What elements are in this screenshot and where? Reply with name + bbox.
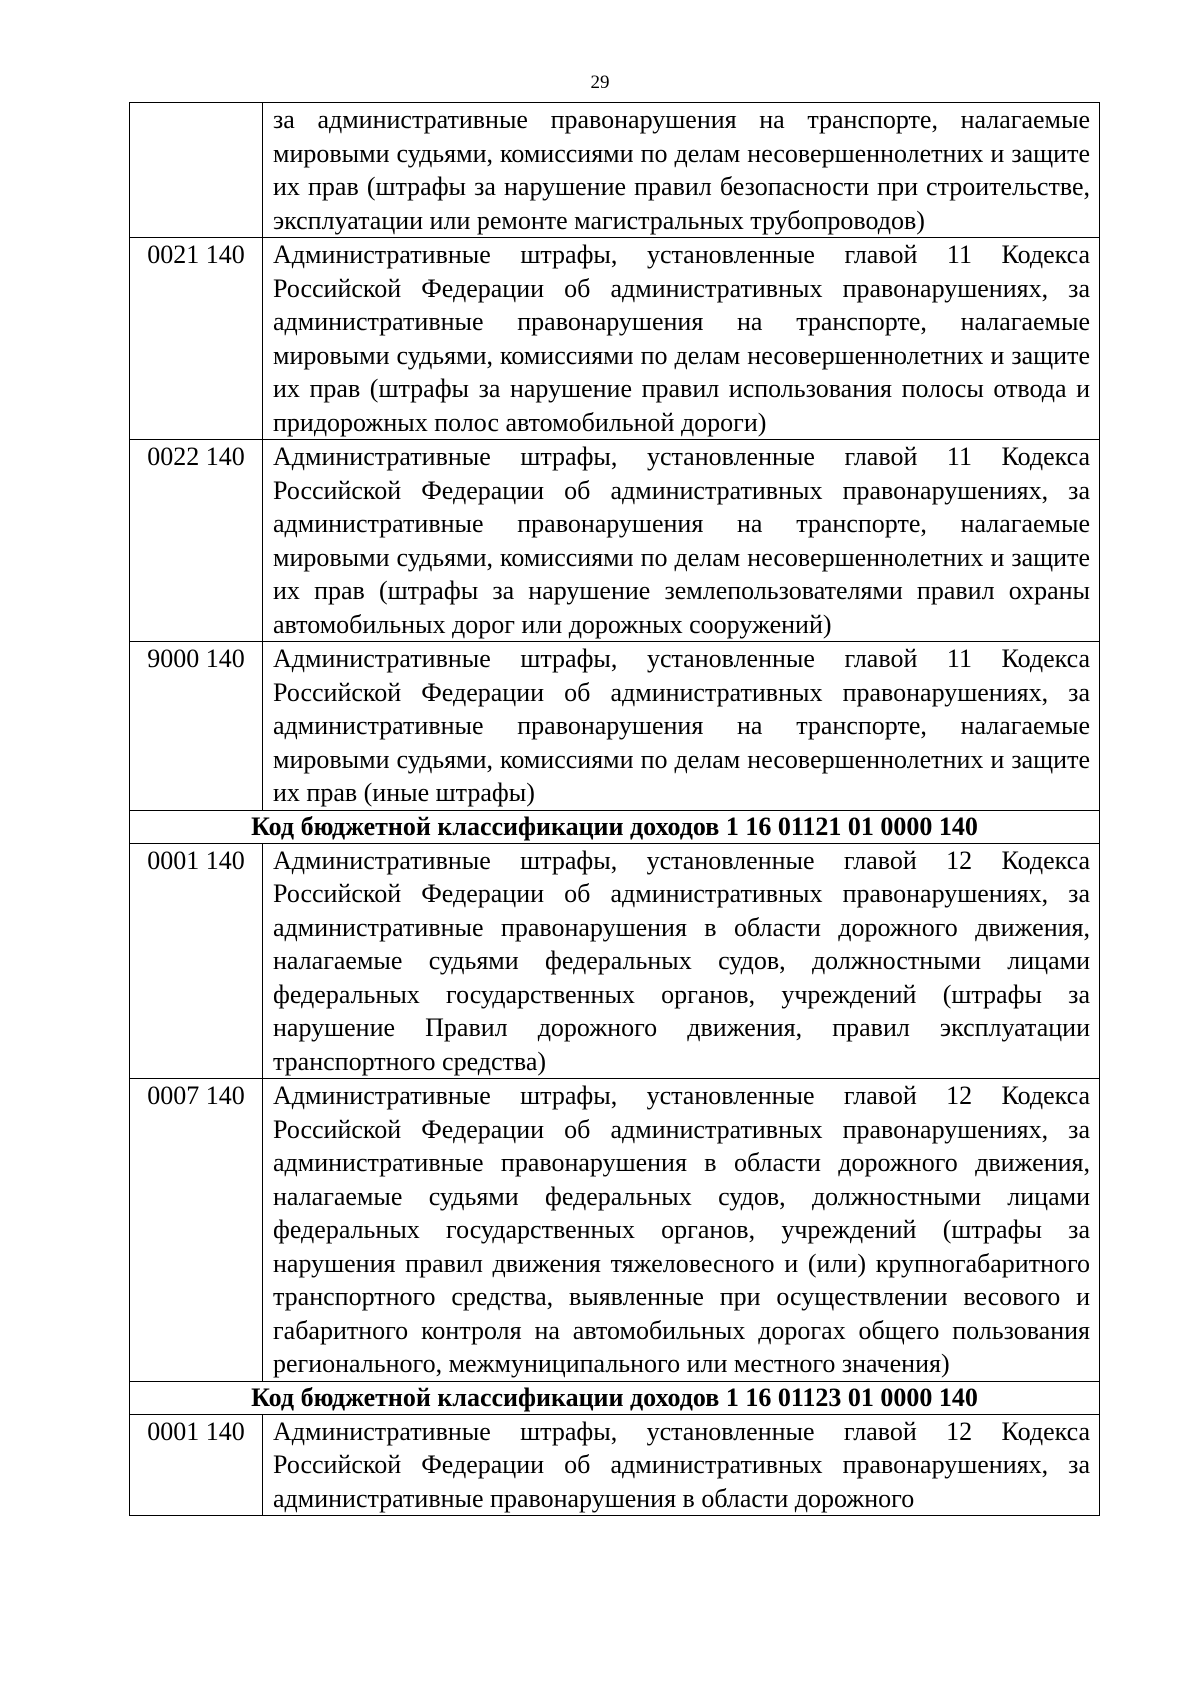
code-cell: 0001 140 <box>130 843 263 1079</box>
description-text: Административные штрафы, установленные главой 12 Кодекса Российской Федерации об административных правонарушениях, за административные правонарушения в области дорожного движения, налагаемые судьями федеральных судов, должностными лицами федеральных государственных органов, учреждений (штрафы за нарушение Правил дорожного движения, правил эксплуатации транспортного средства) <box>273 845 1090 1076</box>
code-cell: 0001 140 <box>130 1414 263 1516</box>
description-text: за административные правонарушения на транспорте, налагаемые мировыми судьями, комиссиями по делам несовершеннолетних и защите их прав (штрафы за нарушение правил безопасности при строительстве, эксплуатации или ремонте магистральных трубопроводов) <box>273 105 1090 235</box>
table-row <box>130 1414 1100 1516</box>
page-number: 29 <box>590 72 610 93</box>
code-cell: 9000 140 <box>130 642 263 811</box>
table-row <box>130 238 1100 440</box>
section-header-row <box>130 1381 1100 1414</box>
table-row <box>130 103 1100 238</box>
section-header: Код бюджетной классификации доходов 1 16 01123 01 0000 140 <box>130 1381 1100 1414</box>
code-cell <box>130 103 263 238</box>
section-header: Код бюджетной классификации доходов 1 16 01121 01 0000 140 <box>130 810 1100 843</box>
code-cell: 0007 140 <box>130 1079 263 1382</box>
description-cell <box>263 642 1100 811</box>
budget-classification-table <box>129 102 1100 1516</box>
table-row <box>130 642 1100 811</box>
description-cell <box>263 103 1100 238</box>
description-text: Административные штрафы, установленные главой 12 Кодекса Российской Федерации об административных правонарушениях, за административные правонарушения в области дорожного движения, налагаемые судьями федеральных судов, должностными лицами федеральных государственных органов, учреждений (штрафы за нарушения правил движения тяжеловесного и (или) крупногабаритного транспортного средства, выявленные при осуществлении весового и габаритного контроля на автомобильных дорогах общего пользования регионального, межмуниципального или местного значения) <box>273 1081 1090 1378</box>
description-cell <box>263 238 1100 440</box>
description-text: Административные штрафы, установленные главой 11 Кодекса Российской Федерации об административных правонарушениях, за административные правонарушения на транспорте, налагаемые мировыми судьями, комиссиями по делам несовершеннолетних и защите их прав (штрафы за нарушение землепользователями правил охраны автомобильных дорог или дорожных сооружений) <box>273 442 1090 639</box>
code-cell: 0022 140 <box>130 440 263 642</box>
description-text: Административные штрафы, установленные главой 12 Кодекса Российской Федерации об административных правонарушениях, за административные правонарушения в области дорожного <box>273 1416 1090 1513</box>
table-row <box>130 843 1100 1079</box>
description-cell <box>263 843 1100 1079</box>
code-cell: 0021 140 <box>130 238 263 440</box>
description-cell <box>263 1079 1100 1382</box>
table-row <box>130 1079 1100 1382</box>
description-text: Административные штрафы, установленные главой 11 Кодекса Российской Федерации об административных правонарушениях, за административные правонарушения на транспорте, налагаемые мировыми судьями, комиссиями по делам несовершеннолетних и защите их прав (штрафы за нарушение правил использования полосы отвода и придорожных полос автомобильной дороги) <box>273 240 1090 437</box>
description-cell <box>263 1414 1100 1516</box>
section-header-row <box>130 810 1100 843</box>
description-cell <box>263 440 1100 642</box>
table-row <box>130 440 1100 642</box>
description-text: Административные штрафы, установленные главой 11 Кодекса Российской Федерации об административных правонарушениях, за административные правонарушения на транспорте, налагаемые мировыми судьями, комиссиями по делам несовершеннолетних и защите их прав (иные штрафы) <box>273 644 1090 807</box>
